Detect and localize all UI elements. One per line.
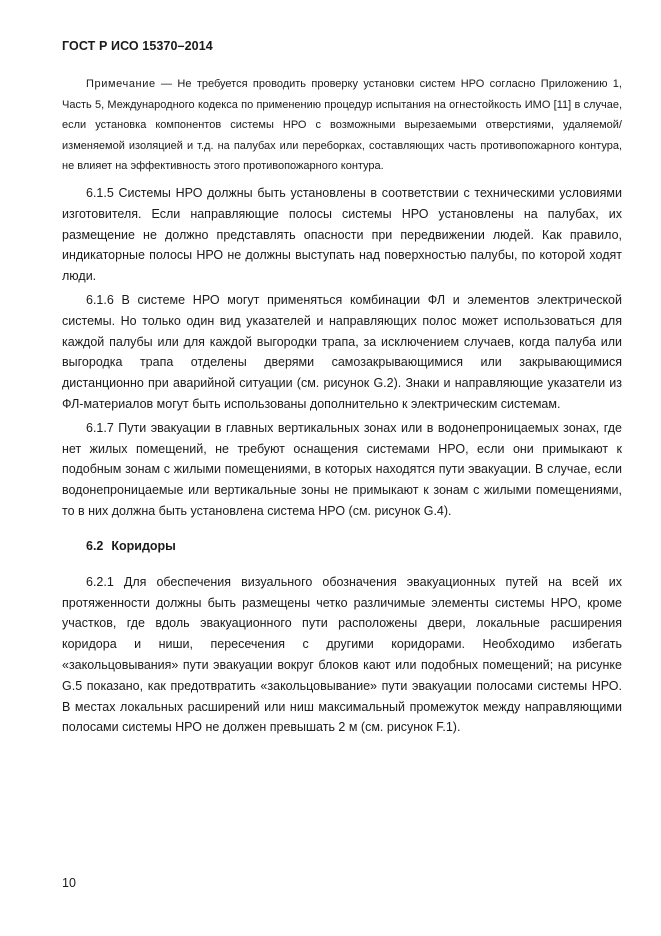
section-number: 6.2: [86, 538, 104, 553]
page-content: [62, 74, 622, 741]
paragraph-6-2-1: 6.2.1 Для обеспечения визуального обозначения эвакуационных путей на всей их протяженности должны быть размещены четко различимые элементы системы НРО, кроме участков, где вдоль эвакуационного пути расположены двери, локальные расширения коридора и ниши, пересечения с другими коридорами. Необходимо избегать «закольцовывания» пути эвакуации вокруг блоков кают или подобных помещений; на рисунке G.5 показано, как предотвратить «закольцовывание» пути эвакуации полосами системы НРО. В местах локальных расширений или ниш максимальный промежуток между направляющими полосами системы НРО не должен превышать 2 м (см. рисунок F.1).: [62, 574, 622, 735]
page-number: 10: [62, 876, 76, 890]
paragraph-6-1-5: 6.1.5 Системы НРО должны быть установлены в соответствии с техническими условиями изготовителя. Если направляющие полосы системы НРО установлены на палубах, их размещение не должно представлять опасности при передвижении людей. Как правило, индикаторные полосы НРО не должны выступать над поверхностью палубы, по которой ходят люди.: [62, 185, 622, 284]
note-text: — Не требуется проводить проверку установки систем НРО согласно Приложению 1, Часть 5, Международного кодекса по применению процедур испытания на огнестойкость ИМО [11] в случае, если установка компонентов системы НРО с возможными вырезаемыми отверстиями, удаляемой/изменяемой изоляцией и т.д. на палубах или переборках, составляющих часть противопожарного контура, не влияет на эффективность этого противопожарного контура.: [62, 78, 622, 173]
section-heading: [86, 539, 622, 553]
paragraph-6-1-7: 6.1.7 Пути эвакуации в главных вертикальных зонах или в водонепроницаемых зонах, где нет жилых помещений, не требуют оснащения системами НРО, если они примыкают к подобным зонам с жилыми помещениями, в которых находятся пути эвакуации. В случае, если водонепроницаемые или вертикальные зоны не примыкают к зонам с жилыми помещениями, то в них должна быть установлена система НРО (см. рисунок G.4).: [62, 420, 622, 518]
note-label: Примечание: [86, 78, 156, 90]
note-paragraph: [62, 74, 622, 177]
paragraph-6-1-6: 6.1.6 В системе НРО могут применяться комбинации ФЛ и элементов электрической системы. Но только один вид указателей и направляющих полос может использоваться для каждой палубы или для каждой выгородки трапа, за исключением случаев, когда палуба или выгородка трапа отделены дверями самозакрывающимися или закрывающимися дистанционно при аварийной ситуации (см. рисунок G.2). Знаки и направляющие указатели из ФЛ-материалов могут быть использованы дополнительно к электрическим системам.: [62, 292, 622, 411]
document-header: ГОСТ Р ИСО 15370–2014: [62, 39, 213, 53]
section-title: Коридоры: [111, 538, 176, 553]
